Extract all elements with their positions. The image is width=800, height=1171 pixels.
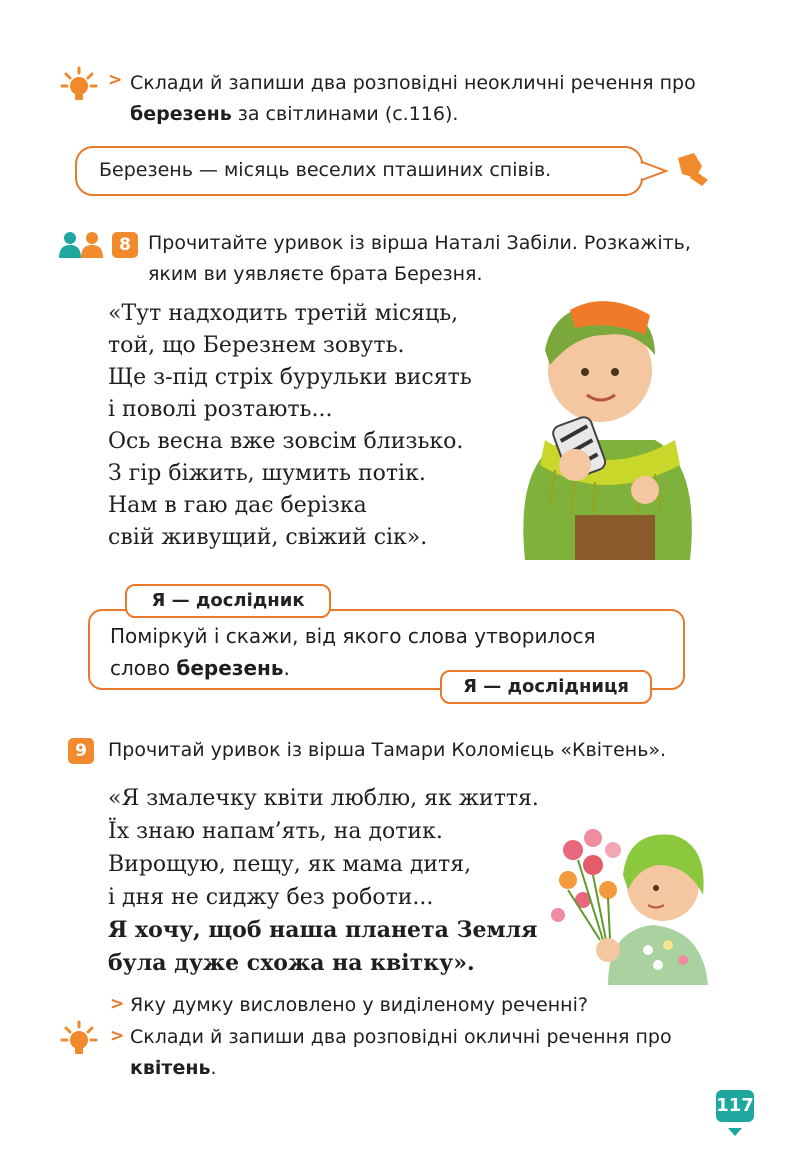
question-2-suffix: .: [210, 1057, 217, 1079]
task-top-line2: за світлинами (с.116).: [231, 103, 459, 125]
task-top-bold-word: березень: [130, 103, 232, 125]
task8-number-badge: 8: [112, 232, 138, 258]
poem-line: «Тут надходить третій місяць,: [108, 301, 459, 326]
poem-april: [108, 782, 539, 980]
poem-line: Ось весна вже зовсім близько.: [108, 429, 464, 454]
april-girl-illustration: [548, 820, 713, 985]
page-number-tail: [728, 1121, 742, 1129]
researcher-line1: Поміркуй і скажи, від якого слова утворилося: [110, 624, 596, 648]
poem-line: свій живущий, свіжий сік».: [108, 525, 428, 550]
poem-line: Нам в гаю дає берізка: [108, 493, 367, 518]
task8-text: [148, 228, 728, 290]
poem-line: З гір біжить, шумить потік.: [108, 461, 426, 486]
question-2-bold-word: квітень: [130, 1057, 211, 1079]
question-2: [130, 1022, 715, 1084]
researcher-line2-prefix: слово: [110, 656, 177, 680]
tag-researcher-female: Я — дослідниця: [440, 670, 652, 704]
task-top-line1: Склади й запиши два розповідні неокличні речення про: [130, 72, 696, 94]
lightbulb-icon: [60, 66, 102, 104]
speech-bubble: [75, 146, 643, 196]
task9-text: Прочитай уривок із вірша Тамари Коломієць «Квітень».: [108, 739, 667, 761]
page-number: 117: [716, 1090, 754, 1122]
question-2-line1: Склади й запиши два розповідні окличні речення про: [130, 1026, 672, 1048]
bullet-marker: >: [110, 1026, 125, 1046]
speech-bubble-text: Березень — місяць веселих пташиних співів.: [99, 159, 552, 181]
task8-line1: Прочитайте уривок із вірша Наталі Забіли. Розкажіть,: [148, 232, 691, 254]
poem-line: і поволі розтають...: [108, 397, 333, 422]
task8-line2: яким ви уявляєте брата Березня.: [148, 263, 483, 285]
pair-work-icon: [58, 231, 106, 259]
poem-line: Вирощую, пещу, як мама дитя,: [108, 852, 472, 877]
bullet-marker: >: [110, 994, 125, 1014]
poem-line: Ще з-під стріх бурульки висять: [108, 365, 472, 390]
march-boy-illustration: [505, 290, 705, 560]
poem-highlighted-line: була дуже схожа на квітку».: [108, 950, 475, 976]
task-top-text: [130, 68, 715, 130]
poem-line: і дня не сиджу без роботи...: [108, 885, 434, 910]
task9-number-badge: 9: [68, 738, 94, 764]
speech-speaker-icon: [672, 150, 712, 190]
poem-line: Їх знаю напам’ять, на дотик.: [108, 819, 443, 844]
researcher-bold-word: березень: [176, 656, 284, 680]
lightbulb-icon: [60, 1020, 102, 1058]
question-1: Яку думку висловлено у виділеному реченні?: [130, 994, 588, 1016]
researcher-line2-suffix: .: [283, 656, 290, 680]
bullet-marker: >: [108, 70, 123, 90]
poem-line: «Я змалечку квіти люблю, як життя.: [108, 786, 539, 811]
poem-highlighted-line: Я хочу, щоб наша планета Земля: [108, 917, 538, 943]
poem-march: [108, 298, 472, 554]
speech-bubble-tail: [640, 156, 670, 186]
tag-researcher-male: Я — дослідник: [125, 584, 331, 618]
poem-line: той, що Березнем зовуть.: [108, 333, 405, 358]
